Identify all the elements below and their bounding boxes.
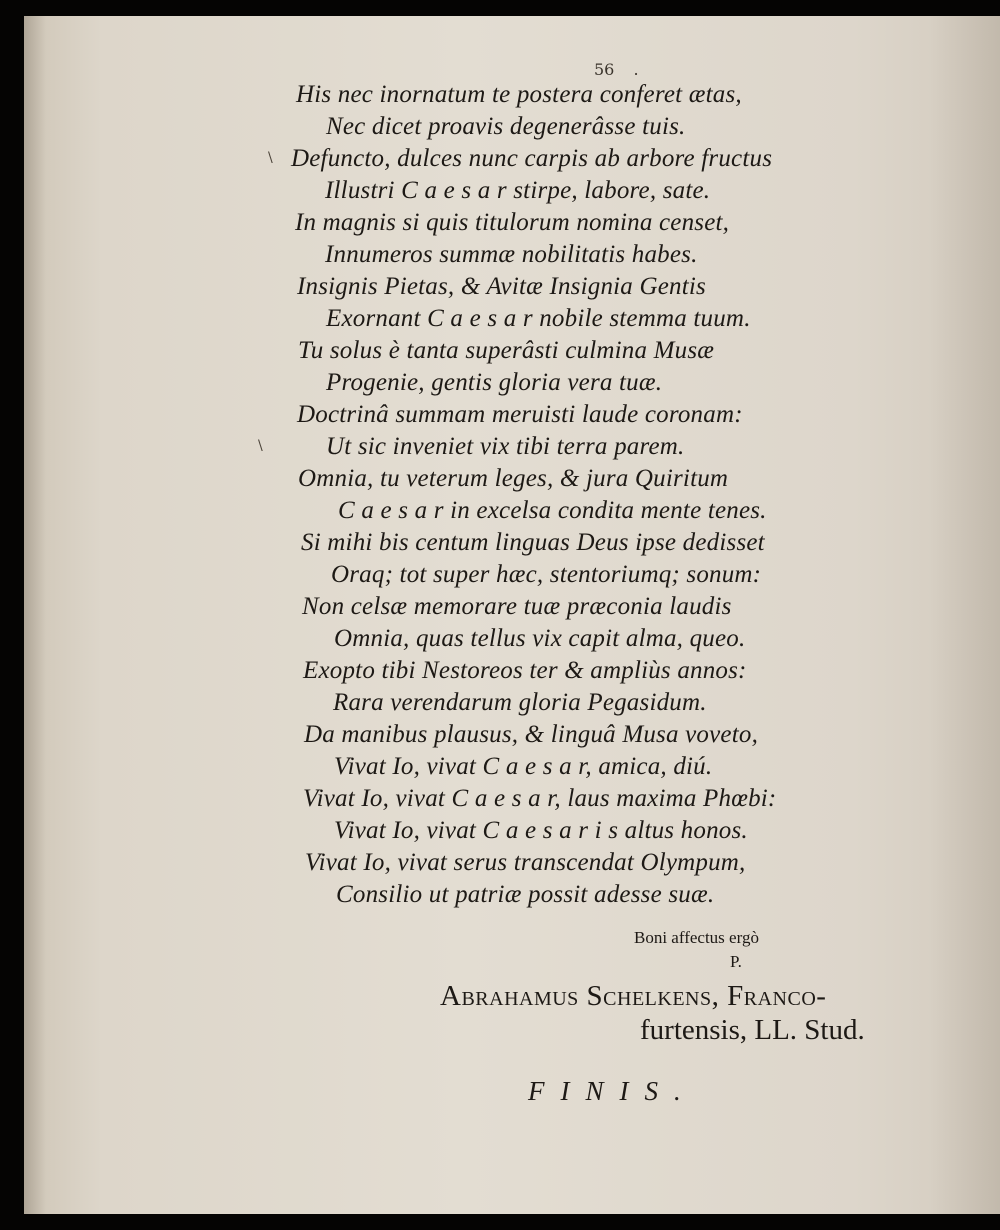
poem-line-8: Exornant C a e s a r nobile stemma tuum. <box>326 305 751 332</box>
dedication-initial: P. <box>730 952 742 971</box>
poem-line-19: Exopto tibi Nestoreos ter & ampliùs annos: <box>303 657 747 684</box>
poem-line-22: Vivat Io, vivat C a e s a r, amica, diú. <box>334 753 713 780</box>
author-name-continued: furtensis, LL. Stud. <box>640 1014 865 1046</box>
finis: FINIS. <box>528 1076 697 1106</box>
poem-line-15: Si mihi bis centum linguas Deus ipse dedisset <box>301 529 765 556</box>
poem-line-7: Insignis Pietas, & Avitæ Insignia Gentis <box>297 273 706 300</box>
poem-line-11: Doctrinâ summam meruisti laude coronam: <box>297 401 743 428</box>
poem-line-1: His nec inornatum te postera conferet ætas, <box>296 81 742 108</box>
poem-line-4: Illustri C a e s a r stirpe, labore, sate. <box>325 177 711 204</box>
poem-line-2: Nec dicet proavis degenerâsse tuis. <box>326 113 686 140</box>
poem-line-16: Oraq; tot super hæc, stentoriumq; sonum: <box>331 561 762 588</box>
page-number-value: 56 <box>594 60 615 79</box>
poem-line-18: Omnia, quas tellus vix capit alma, queo. <box>334 625 746 652</box>
author-name: Abrahamus Schelkens, Franco- <box>440 980 827 1012</box>
poem-line-10: Progenie, gentis gloria vera tuæ. <box>326 369 663 396</box>
poem-line-24: Vivat Io, vivat C a e s a r i s altus honos. <box>334 817 748 844</box>
poem-line-17: Non celsæ memorare tuæ præconia laudis <box>302 593 732 620</box>
poem-line-20: Rara verendarum gloria Pegasidum. <box>333 689 707 716</box>
poem-line-6: Innumeros summæ nobilitatis habes. <box>325 241 698 268</box>
poem-line-9: Tu solus è tanta superâsti culmina Musæ <box>298 337 715 364</box>
margin-mark-top: \ <box>268 150 273 166</box>
dedication-line: Boni affectus ergò <box>634 928 759 947</box>
page-number-mark: . <box>633 60 639 79</box>
poem-line-23: Vivat Io, vivat C a e s a r, laus maxima Phœbi: <box>303 785 777 812</box>
poem-line-5: In magnis si quis titulorum nomina censet, <box>295 209 730 236</box>
poem-line-12: Ut sic inveniet vix tibi terra parem. <box>326 433 685 460</box>
poem-line-14: C a e s a r in excelsa condita mente tenes. <box>338 497 767 524</box>
poem-line-3: Defuncto, dulces nunc carpis ab arbore fructus <box>291 145 773 172</box>
poem-line-13: Omnia, tu veterum leges, & jura Quiritum <box>298 465 729 492</box>
margin-mark-middle: \ <box>258 438 263 454</box>
poem-line-21: Da manibus plausus, & linguâ Musa voveto, <box>304 721 759 748</box>
poem-line-25: Vivat Io, vivat serus transcendat Olympum, <box>305 849 746 876</box>
poem-line-26: Consilio ut patriæ possit adesse suæ. <box>336 881 715 908</box>
